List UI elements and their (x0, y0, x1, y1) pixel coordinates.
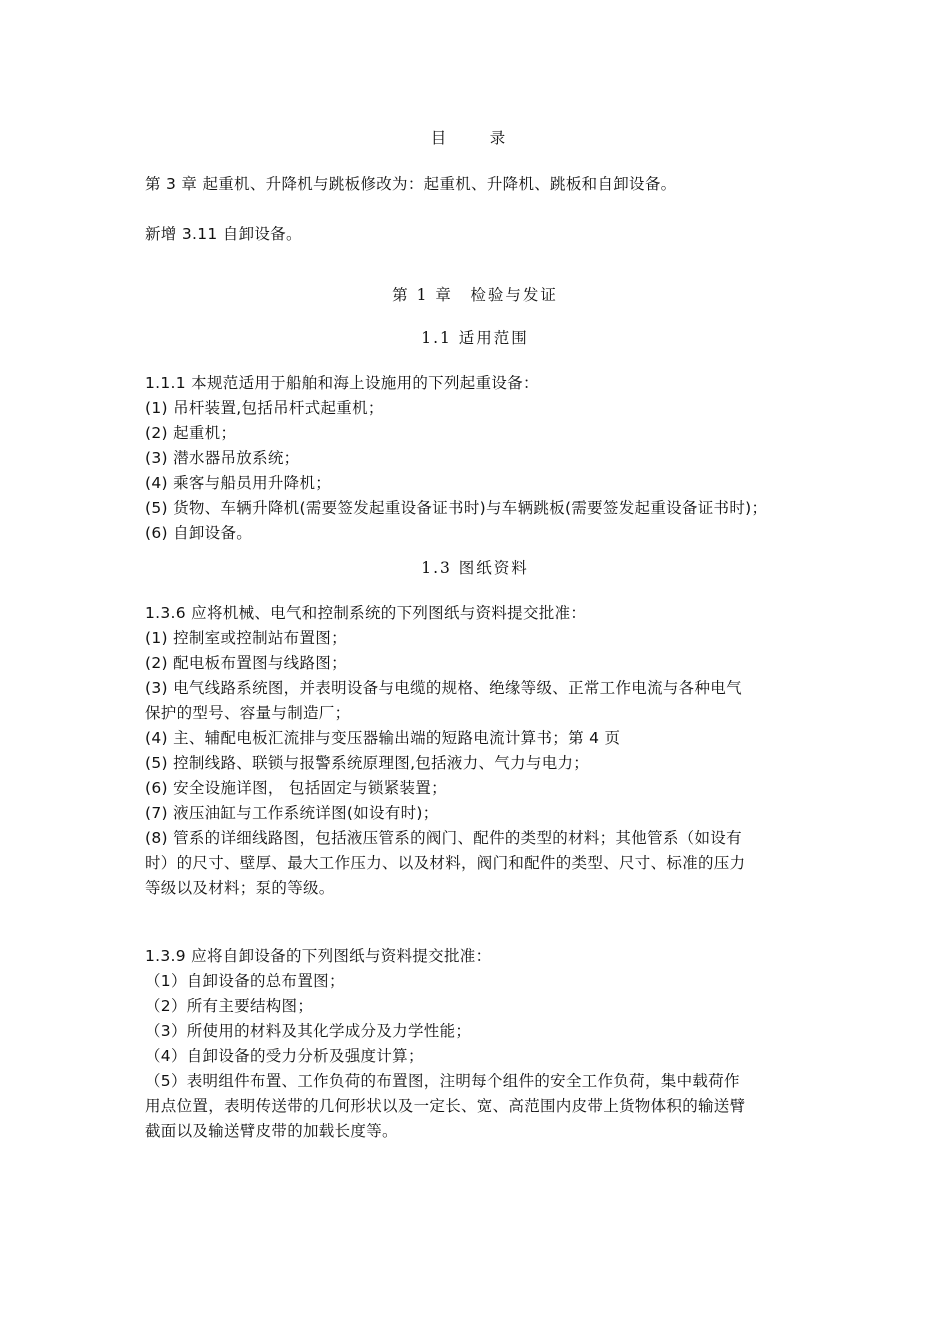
section-heading: 1.3 图纸资料 (421, 559, 529, 577)
list-item: （3）所使用的材料及其化学成分及力学性能； (145, 1022, 472, 1040)
list-item: (4) 乘客与船员用升降机； (145, 474, 332, 492)
list-item: (8) 管系的详细线路图，包括液压管系的阀门、配件的类型的材料；其他管系（如设有 (145, 829, 742, 847)
chapter-title: 第 1 章 检验与发证 (392, 286, 558, 304)
list-item: （4）自卸设备的受力分析及强度计算； (145, 1047, 424, 1065)
paragraph-line: 1.1.1 本规范适用于船舶和海上设施用的下列起重设备： (145, 374, 539, 392)
section-heading: 1.1 适用范围 (421, 329, 529, 347)
list-item: （5）表明组件布置、工作负荷的布置图，注明每个组件的安全工作负荷，集中载荷作 (145, 1072, 740, 1090)
list-item: （2）所有主要结构图； (145, 997, 314, 1015)
list-item: (1) 控制室或控制站布置图； (145, 629, 347, 647)
list-item: (2) 起重机； (145, 424, 237, 442)
list-item: (1) 吊杆装置,包括吊杆式起重机； (145, 399, 384, 417)
list-item: (7) 液压油缸与工作系统详图(如设有时)； (145, 804, 439, 822)
list-item-continuation: 等级以及材料；泵的等级。 (145, 879, 335, 897)
toc-title: 目 录 (430, 129, 520, 147)
paragraph-line: 1.3.9 应将自卸设备的下列图纸与资料提交批准： (145, 947, 492, 965)
toc-line: 第 3 章 起重机、升降机与跳板修改为：起重机、升降机、跳板和自卸设备。 (145, 175, 677, 193)
list-item-continuation: 截面以及输送臂皮带的加载长度等。 (145, 1122, 398, 1140)
list-item: (3) 潜水器吊放系统； (145, 449, 300, 467)
paragraph-line: 1.3.6 应将机械、电气和控制系统的下列图纸与资料提交批准： (145, 604, 587, 622)
list-item: (3) 电气线路系统图，并表明设备与电缆的规格、绝缘等级、正常工作电流与各种电气 (145, 679, 742, 697)
list-item: (5) 控制线路、联锁与报警系统原理图,包括液力、气力与电力； (145, 754, 590, 772)
list-item-continuation: 用点位置，表明传送带的几何形状以及一定长、宽、高范围内皮带上货物体积的输送臂 (145, 1097, 746, 1115)
list-item: (4) 主、辅配电板汇流排与变压器输出端的短路电流计算书；第 4 页 (145, 729, 621, 747)
list-item: (2) 配电板布置图与线路图； (145, 654, 347, 672)
list-item: （1）自卸设备的总布置图； (145, 972, 345, 990)
toc-line: 新增 3.11 自卸设备。 (145, 225, 302, 243)
list-item: (5) 货物、车辆升降机(需要签发起重设备证书时)与车辆跳板(需要签发起重设备证书时)； (145, 499, 768, 517)
list-item: (6) 安全设施详图， 包括固定与锁紧装置； (145, 779, 447, 797)
list-item-continuation: 保护的型号、容量与制造厂； (145, 704, 351, 722)
list-item-continuation: 时）的尺寸、壁厚、最大工作压力、以及材料，阀门和配件的类型、尺寸、标准的压力 (145, 854, 746, 872)
list-item: (6) 自卸设备。 (145, 524, 253, 542)
